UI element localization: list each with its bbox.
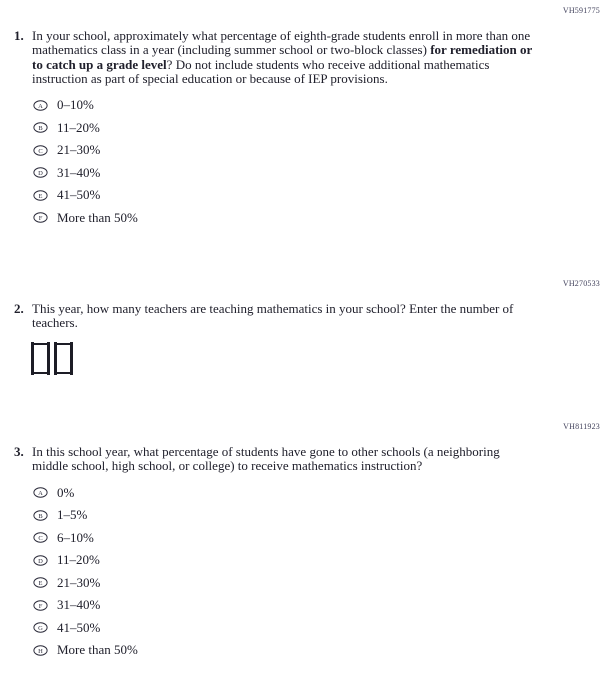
svg-text:F: F: [38, 215, 43, 223]
question-2-number: 2.: [14, 301, 24, 317]
svg-text:H: H: [38, 647, 43, 655]
option-row[interactable]: [33, 571, 600, 594]
option-label: 6–10%: [57, 529, 94, 545]
option-label: 11–20%: [57, 119, 100, 135]
teacher-count-entry: [34, 343, 600, 374]
answer-bubble-icon[interactable]: [33, 100, 48, 111]
question-1-number: 1.: [14, 28, 24, 43]
option-label: 21–30%: [57, 142, 101, 158]
option-label: More than 50%: [57, 209, 138, 225]
option-row[interactable]: [33, 639, 600, 662]
question-3-options: [33, 481, 600, 661]
option-label: 41–50%: [57, 619, 101, 635]
question-1-text-start: In your school, approximately what percentage of eighth-grade students enroll in more than one mathematics class in a year (including summer school or two-block classes): [32, 28, 531, 58]
question-2-accession-code: VH270533: [562, 279, 600, 289]
question-block-2: [14, 279, 600, 374]
answer-bubble-icon[interactable]: [33, 190, 48, 201]
option-label: 31–40%: [57, 597, 101, 613]
digit-entry-box-2[interactable]: [57, 343, 70, 374]
option-row[interactable]: [33, 207, 600, 230]
option-label: More than 50%: [57, 642, 138, 658]
svg-text:D: D: [38, 557, 43, 565]
question-block-1: [14, 6, 600, 229]
option-label: 31–40%: [57, 164, 101, 180]
option-label: 11–20%: [57, 552, 100, 568]
question-3-text: In this school year, what percentage of students have gone to other schools (a neighboring middle school, high school, or college) to receive mathematics instruction?: [32, 443, 500, 474]
question-3-accession-code: VH811923: [563, 421, 600, 431]
svg-text:B: B: [38, 125, 43, 133]
svg-text:F: F: [38, 602, 43, 610]
question-1-text-bold: for remediation or to catch up a grade level: [32, 42, 533, 72]
svg-text:E: E: [38, 580, 43, 588]
question-2-text: This year, how many teachers are teaching mathematics in your school? Enter the number of teachers.: [32, 301, 514, 331]
option-label: 21–30%: [57, 574, 101, 590]
option-row[interactable]: [33, 117, 600, 140]
svg-text:A: A: [38, 490, 43, 498]
option-row[interactable]: [33, 139, 600, 162]
option-row[interactable]: [33, 526, 600, 549]
option-row[interactable]: [33, 549, 600, 572]
answer-bubble-icon[interactable]: [33, 145, 48, 156]
svg-text:E: E: [38, 192, 43, 200]
question-1-text: [32, 29, 537, 86]
svg-text:C: C: [38, 535, 43, 543]
option-row[interactable]: [33, 162, 600, 185]
question-1-text-end: ? Do not include students who receive additional mathematics instruction as part of special education or because of IEP provisions.: [32, 56, 490, 86]
option-row[interactable]: [33, 94, 600, 117]
question-3-number: 3.: [14, 443, 24, 459]
svg-text:A: A: [38, 102, 43, 110]
answer-bubble-icon[interactable]: [33, 555, 48, 566]
answer-bubble-icon[interactable]: [33, 212, 48, 223]
option-label: 0%: [57, 484, 75, 500]
answer-bubble-icon[interactable]: [33, 645, 48, 656]
question-1-accession-code: VH591775: [562, 6, 600, 15]
svg-text:G: G: [38, 625, 43, 633]
option-row[interactable]: [33, 616, 600, 639]
question-block-3: [14, 422, 600, 662]
option-row[interactable]: [33, 481, 600, 504]
answer-bubble-icon[interactable]: [33, 122, 48, 133]
svg-text:C: C: [38, 147, 43, 155]
svg-text:D: D: [38, 170, 43, 178]
digit-entry-box-1[interactable]: [34, 343, 47, 374]
answer-bubble-icon[interactable]: [33, 167, 48, 178]
option-row[interactable]: [33, 594, 600, 617]
option-label: 41–50%: [57, 187, 101, 203]
answer-bubble-icon[interactable]: [33, 510, 48, 521]
option-row[interactable]: [33, 504, 600, 527]
svg-text:B: B: [38, 512, 43, 520]
option-row[interactable]: [33, 184, 600, 207]
answer-bubble-icon[interactable]: [33, 532, 48, 543]
option-label: 0–10%: [57, 97, 94, 113]
option-label: 1–5%: [57, 507, 88, 523]
answer-bubble-icon[interactable]: [33, 487, 48, 498]
answer-bubble-icon[interactable]: [33, 577, 48, 588]
answer-bubble-icon[interactable]: [33, 600, 48, 611]
question-1-options: [33, 94, 600, 229]
answer-bubble-icon[interactable]: [33, 622, 48, 633]
